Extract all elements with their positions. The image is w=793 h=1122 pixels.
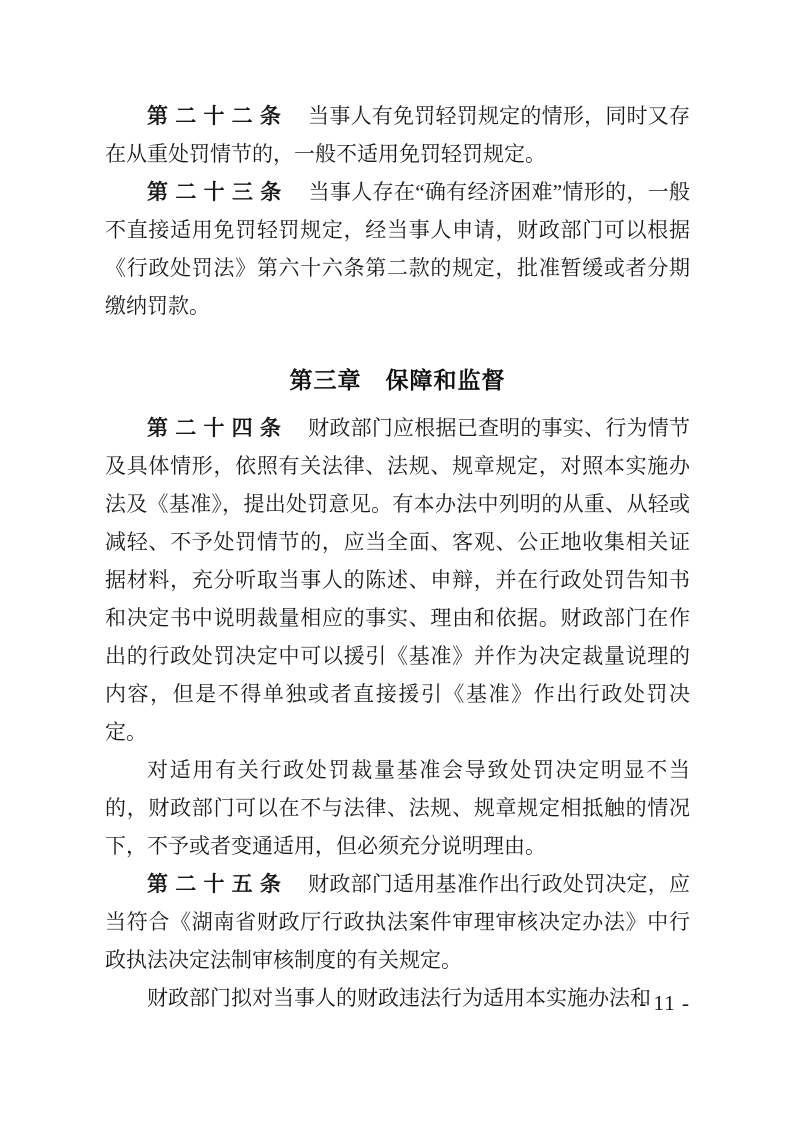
article-23-paragraph xyxy=(105,173,690,325)
article-22-paragraph xyxy=(105,97,690,173)
article-25-continuation-paragraph xyxy=(105,979,690,1017)
article-23-label: 第二十三条 xyxy=(147,180,289,204)
article-22-text: 当事人有免罚轻罚规定的情形，同时又存在从重处罚情节的，一般不适用免罚轻罚规定。 xyxy=(105,104,691,166)
chapter-3-heading: 第三章 保障和监督 xyxy=(289,367,506,393)
article-24-text: 财政部门应根据已查明的事实、行为情节及具体情形，依照有关法律、法规、规章规定，对照本实施办法及《基准》，提出处罚意见。有本办法中列明的从重、从轻或减轻、不予处罚情节的，应当全面、客观、公正地收集相关证据材料，充分听取当事人的陈述、申辩，并在行政处罚告知书和决定书中说明裁量相应的事实、理由和依据。财政部门在作出的行政处罚决定中可以援引《基准》并作为决定裁量说理的内容，但是不得单独或者直接援引《基准》作出行政处罚决定。 xyxy=(105,416,691,744)
page-number: - 11 - xyxy=(639,991,690,1015)
article-25-label: 第二十五条 xyxy=(147,872,289,896)
article-25-paragraph xyxy=(105,865,690,979)
article-23-text: 当事人存在“确有经济困难”情形的，一般不直接适用免罚轻罚规定，经当事人申请，财政部门可以根据《行政处罚法》第六十六条第二款的规定，批准暂缓或者分期缴纳罚款。 xyxy=(105,180,691,318)
article-24-label: 第二十四条 xyxy=(147,416,289,440)
article-24-continuation-paragraph xyxy=(105,751,690,865)
article-25-text: 财政部门适用基准作出行政处罚决定，应当符合《湖南省财政厅行政执法案件审理审核决定办法》中行政执法决定法制审核制度的有关规定。 xyxy=(105,872,691,972)
article-24-continuation-text: 对适用有关行政处罚裁量基准会导致处罚决定明显不当的，财政部门可以在不与法律、法规、规章规定相抵触的情况下，不予或者变通适用，但必须充分说明理由。 xyxy=(105,758,690,858)
article-25-continuation-text: 财政部门拟对当事人的财政违法行为适用本实施办法和 xyxy=(147,986,651,1010)
article-24-paragraph xyxy=(105,409,690,751)
article-22-label: 第二十二条 xyxy=(147,104,289,128)
document-body xyxy=(105,97,690,1017)
